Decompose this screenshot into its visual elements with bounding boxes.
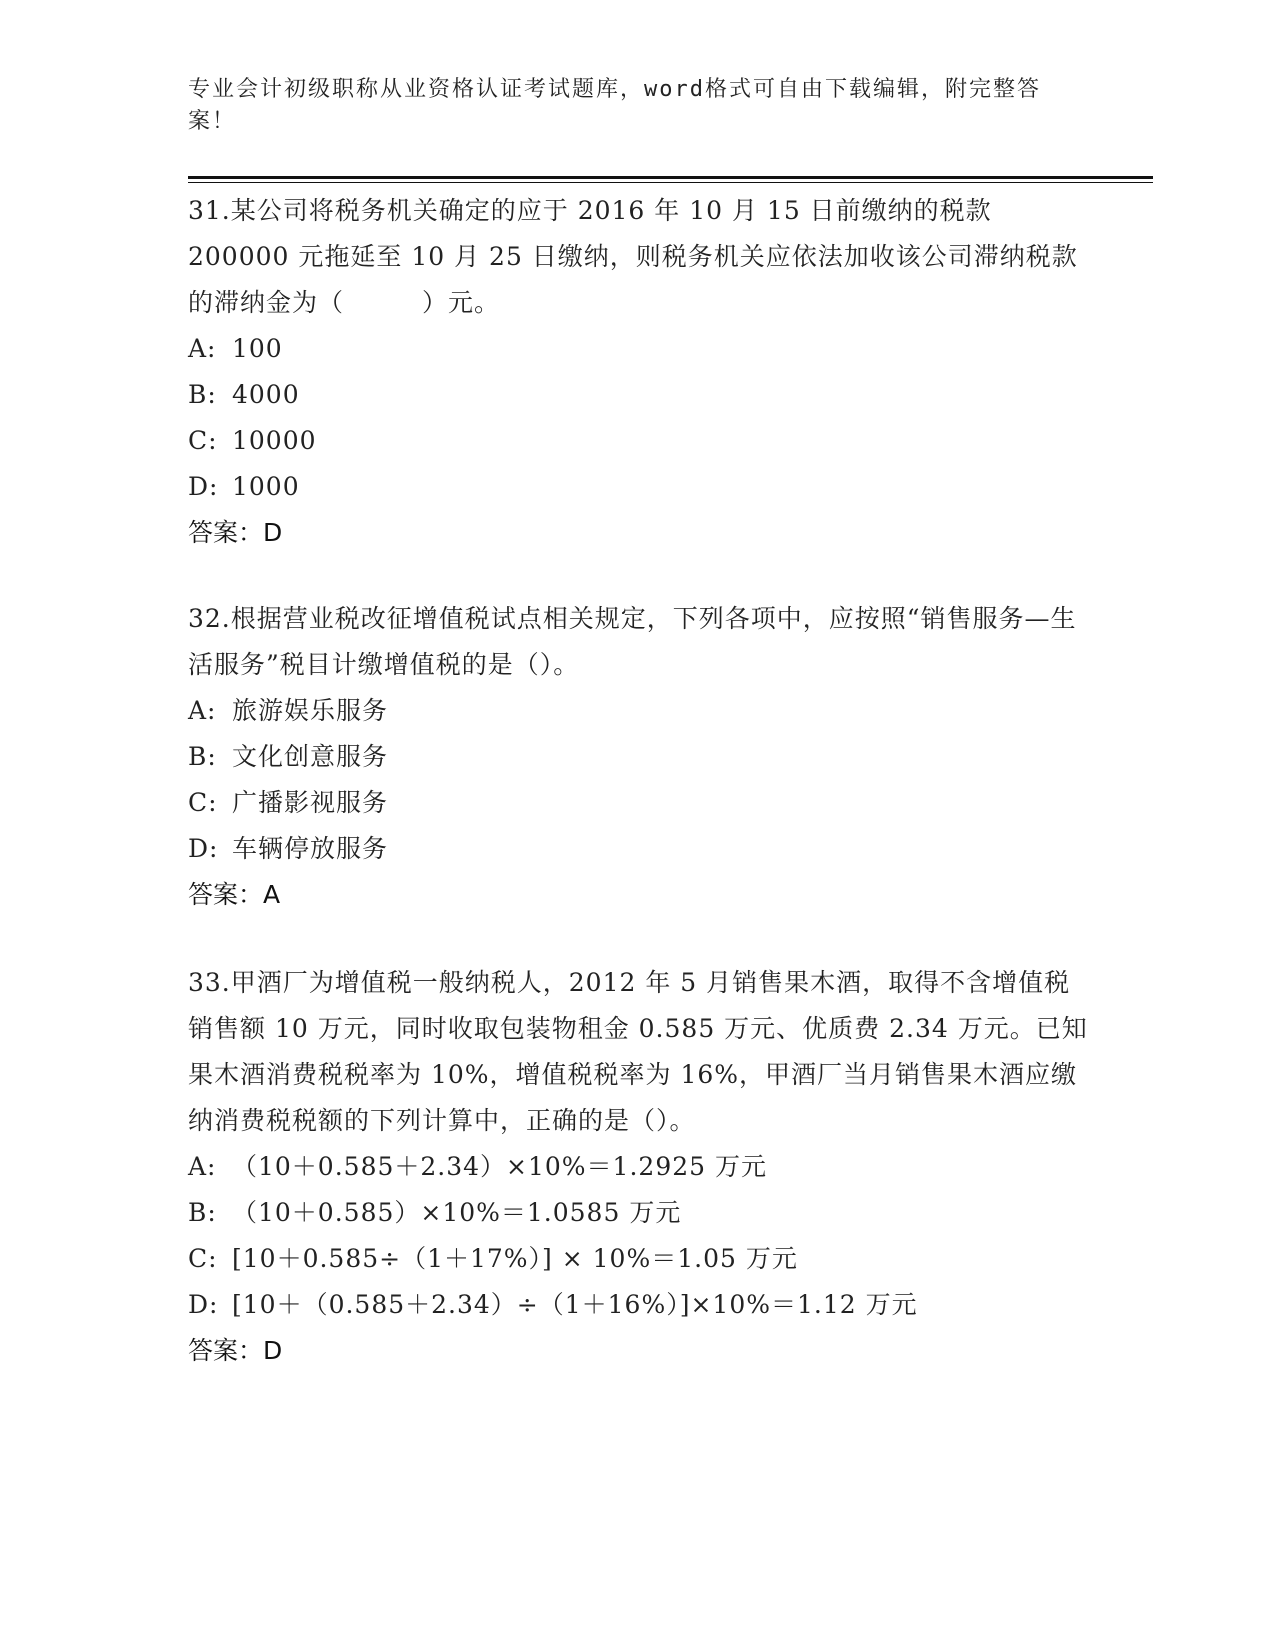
option-key: C: — [188, 426, 218, 455]
option-key: D: — [188, 1290, 219, 1319]
option-text: （10＋0.585）×10%＝1.0585 万元 — [232, 1198, 682, 1227]
option-c — [188, 418, 1088, 464]
option-key: B: — [188, 1198, 217, 1227]
answer-line: 答案：D — [188, 1336, 283, 1365]
option-a — [188, 1144, 1088, 1190]
option-text: 车辆停放服务 — [232, 834, 389, 863]
option-key: A: — [188, 334, 217, 363]
question-stem: 31.某公司将税务机关确定的应于 2016 年 10 月 15 日前缴纳的税款 200000 元拖延至 10 月 25 日缴纳，则税务机关应依法加收该公司滞纳税款的滞纳金为（ ）元。 — [188, 196, 1078, 317]
option-b — [188, 734, 1088, 780]
option-text: 4000 — [232, 380, 300, 409]
document-header: 专业会计初级职称从业资格认证考试题库，word格式可自由下载编辑，附完整答案！ — [188, 77, 1041, 134]
option-a — [188, 688, 1088, 734]
option-text: [10＋0.585÷（1＋17%）] × 10%＝1.05 万元 — [232, 1244, 798, 1273]
answer-line: 答案：A — [188, 880, 281, 909]
option-text: （10＋0.585＋2.34）×10%＝1.2925 万元 — [232, 1152, 767, 1181]
option-c — [188, 1236, 1088, 1282]
header-divider-thin — [188, 182, 1153, 183]
option-text: 旅游娱乐服务 — [232, 696, 389, 725]
option-key: C: — [188, 1244, 218, 1273]
header-divider-thick — [188, 176, 1153, 179]
option-text: [10＋（0.585＋2.34）÷（1＋16%）]×10%＝1.12 万元 — [232, 1290, 918, 1319]
option-text: 100 — [232, 334, 283, 363]
option-text: 10000 — [232, 426, 317, 455]
option-key: A: — [188, 1152, 217, 1181]
option-b — [188, 372, 1088, 418]
option-a — [188, 326, 1088, 372]
option-text: 广播影视服务 — [232, 788, 389, 817]
option-key: C: — [188, 788, 218, 817]
question-32 — [188, 596, 1088, 918]
answer-line: 答案：D — [188, 518, 283, 547]
question-stem: 33.甲酒厂为增值税一般纳税人，2012 年 5 月销售果木酒，取得不含增值税销售额 10 万元，同时收取包装物租金 0.585 万元、优质费 2.34 万元。已知果木酒消费税税率为 10%，增值税税率为 16%，甲酒厂当月销售果木酒应缴纳消费税税额的下列计算中，正确的是（）。 — [188, 968, 1088, 1135]
option-d — [188, 464, 1088, 510]
option-d — [188, 826, 1088, 872]
option-c — [188, 780, 1088, 826]
option-d — [188, 1282, 1088, 1328]
option-key: D: — [188, 472, 219, 501]
option-text: 文化创意服务 — [232, 742, 389, 771]
option-key: B: — [188, 380, 217, 409]
question-stem: 32.根据营业税改征增值税试点相关规定，下列各项中，应按照“销售服务—生活服务”税目计缴增值税的是（）。 — [188, 604, 1077, 679]
question-31 — [188, 188, 1088, 556]
option-key: A: — [188, 696, 217, 725]
option-key: D: — [188, 834, 219, 863]
option-text: 1000 — [232, 472, 300, 501]
option-key: B: — [188, 742, 217, 771]
question-33 — [188, 960, 1088, 1374]
option-b — [188, 1190, 1088, 1236]
